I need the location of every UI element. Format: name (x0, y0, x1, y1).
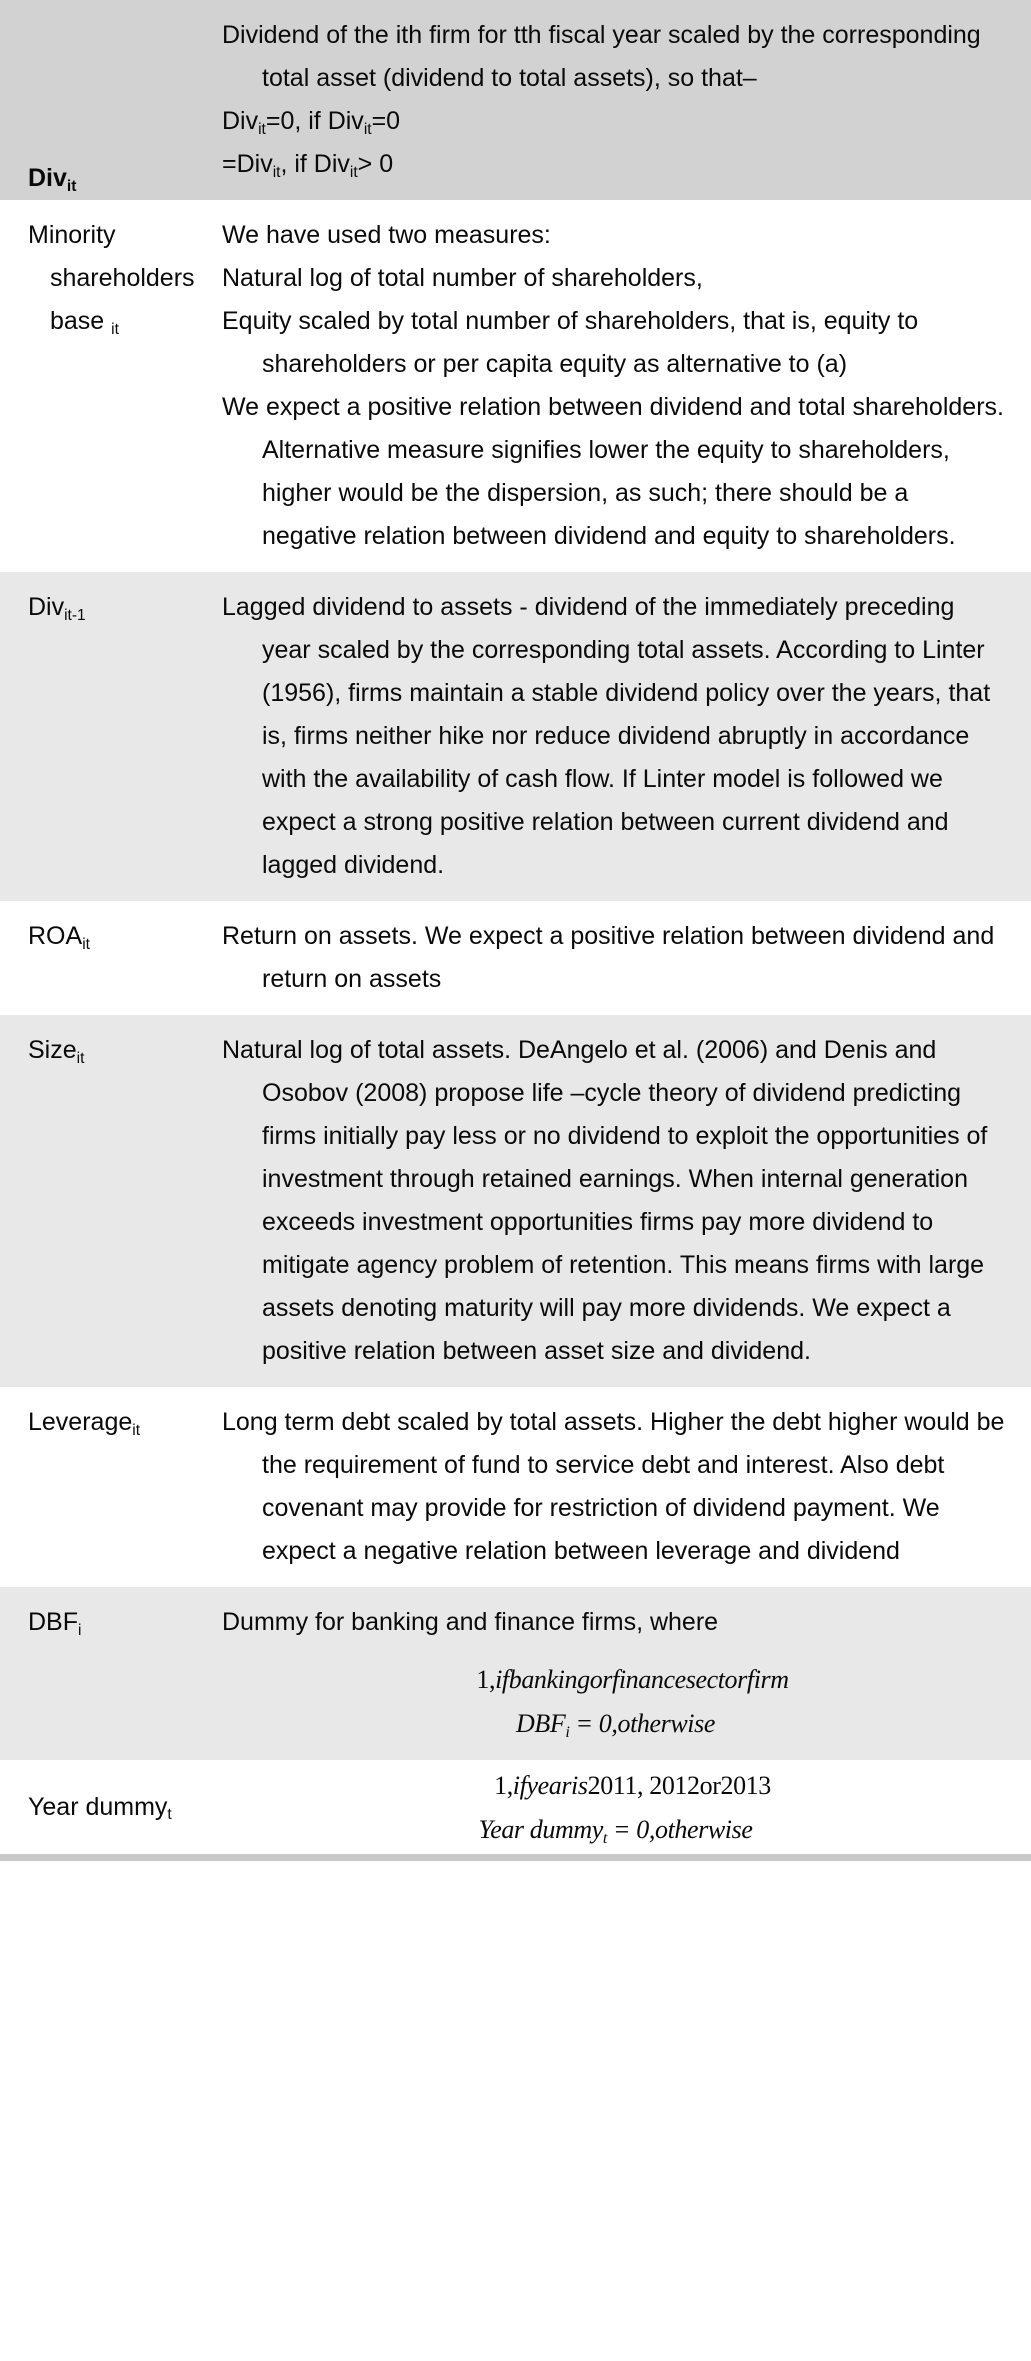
row-label-size-it (0, 1015, 222, 1387)
table-bottom-rule (0, 1854, 1031, 1861)
variable-name: Leverage (28, 1408, 133, 1436)
variable-subscript: it (132, 1421, 140, 1439)
row-description-roa-it (222, 901, 1031, 1015)
row-label-roa-it (0, 901, 222, 1015)
description-line: Long term debt scaled by total assets. Higher the debt higher would be the requirement of fund to service debt and interest. Also debt covenant may provide for restriction of dividend payment. We expect a negative relation between leverage and dividend (222, 1408, 1005, 1565)
variable-name: ROA (28, 922, 83, 950)
math-case-condition: ifbankingorfinancesectorfirm (495, 1665, 789, 1694)
variable-subscript: i (78, 1621, 82, 1639)
variable-name: Year dummy (28, 1792, 168, 1821)
variable-subscript: t (167, 1806, 172, 1824)
row-description-size-it (222, 1015, 1031, 1387)
math-case-otherwise: = 0,otherwise (575, 1709, 715, 1738)
variable-name: Minority shareholders base $_{it}$ (28, 221, 195, 338)
variable-subscript: it (82, 935, 90, 953)
variable-name: Div (28, 164, 67, 192)
math-case-line-2 (222, 1808, 1009, 1852)
math-variable-subscript: i (565, 1723, 570, 1741)
variable-subscript: it (111, 320, 119, 338)
description-line: Dividend of the ith firm for tth fiscal year scaled by the corresponding total asset (dividend to total assets), so that– (222, 21, 981, 92)
description-line: We expect a positive relation between dividend and total shareholders. Alternative measure signifies lower the equity to shareholders, higher would be the dispersion, as such; there should be a negative relation between dividend and equity to shareholders. (222, 393, 1004, 550)
description-line: We have used two measures: (222, 221, 551, 249)
variable-subscript: it-1 (64, 606, 86, 624)
table-row (0, 901, 1031, 1015)
description-formula-line-1: Div$_{it}$=0, if Div$_{it}$=0 (222, 107, 401, 138)
math-variable: Year dummy (478, 1815, 603, 1844)
description-line: Dummy for banking and finance firms, where (222, 1608, 719, 1636)
row-label-leverage-it (0, 1387, 222, 1587)
row-label-div-it (0, 0, 222, 200)
variable-name: Size (28, 1036, 77, 1064)
description-line: Return on assets. We expect a positive relation between dividend and return on assets (222, 922, 995, 993)
row-description-leverage-it (222, 1387, 1031, 1587)
variable-name: Div (28, 593, 65, 621)
table-row (0, 1587, 1031, 1760)
math-case-years: 2011, 2012or2013 (587, 1771, 771, 1800)
row-label-div-it-1 (0, 572, 222, 901)
table-row (0, 200, 1031, 572)
description-line: Natural log of total assets. DeAngelo et al. (2006) and Denis and Osobov (2008) propose life –cycle theory of dividend predicting firms initially pay less or no dividend to exploit the opportunities of investment through retained earnings. When internal generation exceeds investment opportunities firms pay more dividend to mitigate agency problem of retention. This means firms with large assets denoting maturity will pay more dividends. We expect a positive relation between asset size and dividend. (222, 1036, 988, 1365)
math-case-value: 1, (476, 1665, 496, 1694)
math-case-otherwise: = 0,otherwise (613, 1815, 753, 1844)
table-row (0, 0, 1031, 200)
math-display-dbf (222, 1644, 1009, 1746)
math-case-line-2 (222, 1702, 1009, 1746)
row-description-year-dummy-t (222, 1760, 1031, 1854)
table-row (0, 1387, 1031, 1587)
math-display-year-dummy (222, 1764, 1009, 1852)
row-description-dbf-i (222, 1587, 1031, 1760)
description-line: Natural log of total number of shareholders, (222, 264, 703, 292)
row-description-div-it (222, 0, 1031, 200)
description-line: Lagged dividend to assets - dividend of the immediately preceding year scaled by the corresponding total assets. According to Linter (1956), firms maintain a stable dividend policy over the years, that is, firms neither hike nor reduce dividend abruptly in accordance with the availability of cash flow. If Linter model is followed we expect a strong positive relation between current dividend and lagged dividend. (222, 593, 991, 879)
row-description-div-it-1 (222, 572, 1031, 901)
math-case-condition: ifyearis (512, 1771, 588, 1800)
table-row (0, 1760, 1031, 1854)
variable-name: DBF (28, 1608, 78, 1636)
description-line: Equity scaled by total number of shareholders, that is, equity to shareholders or per capita equity as alternative to (a) (222, 307, 919, 378)
math-variable-subscript: t (602, 1829, 607, 1847)
table-row (0, 1015, 1031, 1387)
description-formula-line-2: =Div$_{it}$, if Div$_{it}$> 0 (222, 150, 394, 181)
row-label-minority-shareholders-base (0, 200, 222, 572)
math-case-value: 1, (494, 1771, 513, 1800)
row-label-dbf-i (0, 1587, 222, 1760)
math-variable: DBF (516, 1709, 566, 1738)
row-description-minority-shareholders-base (222, 200, 1031, 572)
row-label-year-dummy-t (0, 1760, 222, 1854)
variable-subscript: it (76, 1049, 85, 1067)
table-row (0, 572, 1031, 901)
variable-subscript: it (66, 177, 77, 195)
math-case-line-1 (222, 1764, 1009, 1808)
page-bottom-spacer (0, 1861, 1031, 1887)
math-case-line-1 (222, 1658, 1009, 1702)
